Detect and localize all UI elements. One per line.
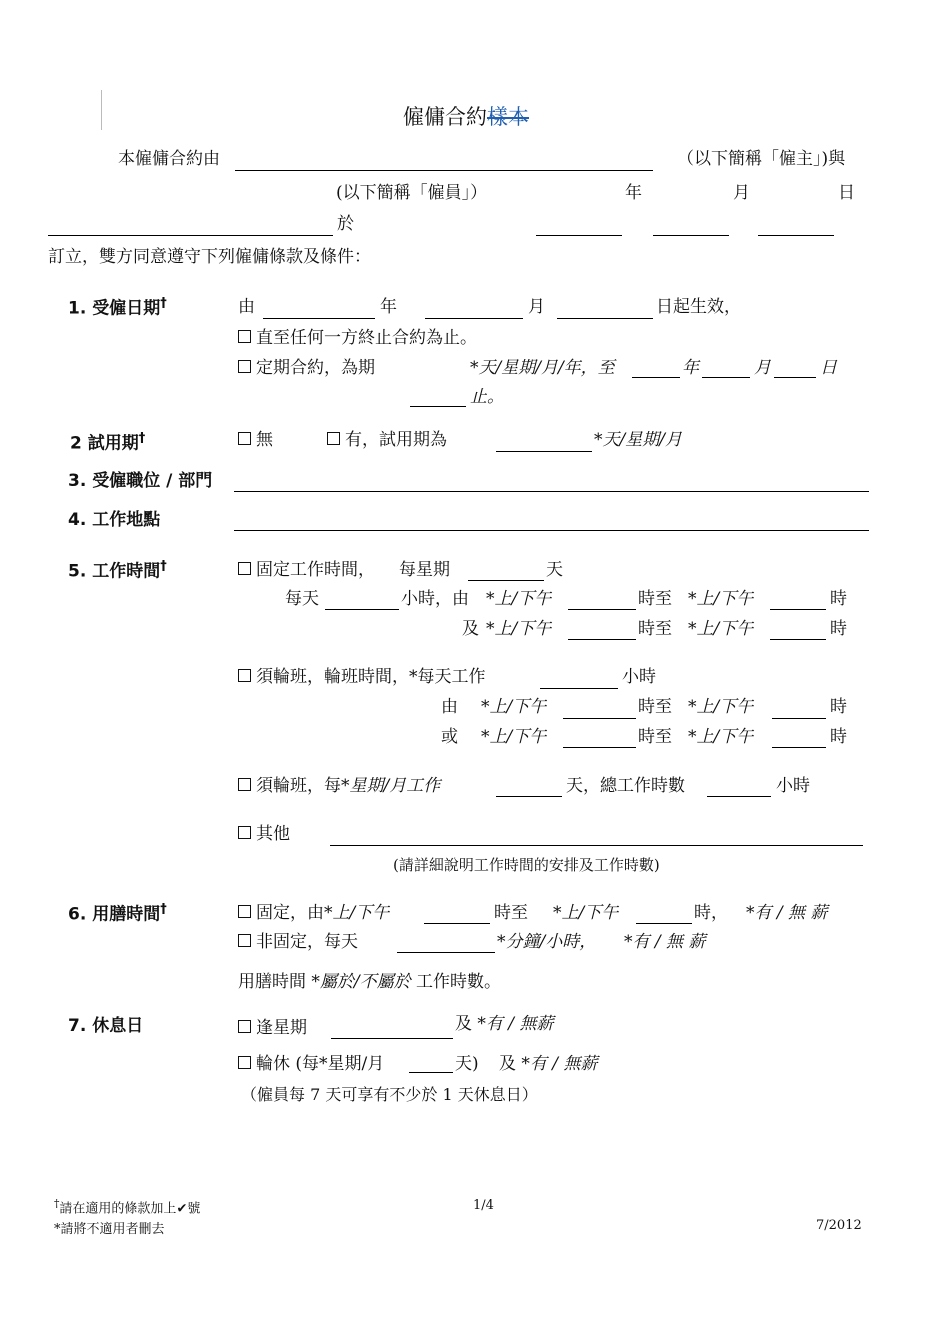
s5-ampm: *上/下午 <box>486 619 552 639</box>
position-field[interactable] <box>234 491 869 492</box>
s7-option-weekly[interactable]: 逢星期 <box>238 1020 307 1037</box>
s7-paid-1: 及 *有 / 無薪 <box>455 1014 554 1034</box>
s1-end-year-label: 年 <box>682 358 699 378</box>
s6-paid: *有 / 無 薪 <box>746 903 828 923</box>
intro-month-label: 月 <box>733 183 750 203</box>
s5-option-shift[interactable]: 須輪班，輪班時間，*每天工作 <box>238 669 486 686</box>
s5-end-field[interactable] <box>770 609 826 610</box>
s5-shift-from: 由 <box>441 697 458 717</box>
s5-total-hours-field[interactable] <box>707 796 771 797</box>
checkbox-icon[interactable] <box>238 669 251 682</box>
check-icon: ✔ <box>176 1201 188 1217</box>
s1-end-day-label: 日 <box>820 358 837 378</box>
s6-shi: 時， <box>694 903 728 923</box>
intro-agree: 訂立，雙方同意遵守下列僱傭條款及條件： <box>48 247 371 267</box>
s1-period-field[interactable] <box>410 406 466 407</box>
s6-paid2: *有 / 無 薪 <box>624 932 706 952</box>
s1-day-field[interactable] <box>557 318 653 319</box>
s2-option-no[interactable]: 無 <box>238 432 273 449</box>
s5-start2-field[interactable] <box>568 639 636 640</box>
s1-end-day-field[interactable] <box>774 377 816 378</box>
s6-start-field[interactable] <box>424 923 490 924</box>
s1-year-field[interactable] <box>263 318 375 319</box>
intro-year-field[interactable] <box>536 235 622 236</box>
workplace-field[interactable] <box>234 530 869 531</box>
s5-start-field[interactable] <box>568 609 636 610</box>
s5-shi: 時 <box>830 619 847 639</box>
checkbox-icon[interactable] <box>327 432 340 445</box>
s1-end-label: 止。 <box>470 387 504 407</box>
s5-shift-end2-field[interactable] <box>772 747 826 748</box>
section-6-label: 6. 用膳時間† <box>68 902 167 925</box>
checkbox-icon[interactable] <box>238 1020 251 1033</box>
checkbox-icon[interactable] <box>238 934 251 947</box>
s7-weekday-field[interactable] <box>331 1038 453 1039</box>
s6-option-fixed[interactable]: 固定，由*上/下午 <box>238 905 389 922</box>
s5-note: (請詳細說明工作時間的安排及工作時數) <box>393 856 660 874</box>
checkbox-icon[interactable] <box>238 360 251 373</box>
s5-ampm: *上/下午 <box>486 589 552 609</box>
s5-ampm: *上/下午 <box>688 619 754 639</box>
s5-shi: 時 <box>830 727 847 747</box>
s5-hours-label: 小時 <box>776 776 810 796</box>
checkbox-icon[interactable] <box>238 905 251 918</box>
s1-end-year-field[interactable] <box>632 377 680 378</box>
s5-end2-field[interactable] <box>770 639 826 640</box>
s1-month-label: 月 <box>528 297 545 317</box>
s5-ampm: *上/下午 <box>481 697 547 717</box>
s5-to: 時至 <box>638 619 672 639</box>
s1-from: 由 <box>238 297 255 317</box>
s5-option-fixed[interactable]: 固定工作時間， <box>238 562 375 579</box>
s7-note: （僱員每 7 天可享有不少於 1 天休息日） <box>241 1085 538 1104</box>
s6-duration-field[interactable] <box>397 952 495 953</box>
s5-shift2-days-field[interactable] <box>496 796 562 797</box>
section-7-label: 7. 休息日 <box>68 1016 144 1036</box>
s5-perday: 每天 <box>285 589 319 609</box>
section-2-label: 2 試用期† <box>70 431 146 454</box>
s5-to: 時至 <box>638 589 672 609</box>
s5-ampm: *上/下午 <box>481 727 547 747</box>
intro-day-label: 日 <box>838 183 855 203</box>
footer-delete-note: *請將不適用者刪去 <box>54 1222 165 1237</box>
title-mark: 樣本 <box>487 105 529 129</box>
s7-rotate-end: 天) <box>455 1054 479 1074</box>
checkbox-icon[interactable] <box>238 562 251 575</box>
intro-text: 本僱傭合約由 <box>118 149 220 169</box>
employee-name-field[interactable] <box>48 235 333 236</box>
s5-hours-field[interactable] <box>325 609 399 610</box>
s6-end-field[interactable] <box>636 923 692 924</box>
s5-to: 時至 <box>638 727 672 747</box>
s6-to: 時至 <box>494 903 528 923</box>
s1-month-field[interactable] <box>425 318 523 319</box>
intro-month-field[interactable] <box>653 235 729 236</box>
s5-hours-label: 小時 <box>622 667 656 687</box>
s1-option-1[interactable]: 直至任何一方終止合約為止。 <box>238 330 477 347</box>
s5-days-field[interactable] <box>468 580 544 581</box>
section-4-label: 4. 工作地點 <box>68 510 161 530</box>
s5-total-hours-label: 天，總工作時數 <box>566 776 685 796</box>
s5-other-field[interactable] <box>330 845 863 846</box>
intro-employee-note: (以下簡稱「僱員」） <box>336 183 488 203</box>
s1-option-2[interactable]: 定期合約，為期 <box>238 360 375 377</box>
s5-shift-hours-field[interactable] <box>540 688 618 689</box>
s5-shift-start2-field[interactable] <box>563 747 636 748</box>
checkbox-icon[interactable] <box>238 1056 251 1069</box>
s5-days-label: 天 <box>546 560 563 580</box>
s1-period-units: *天/星期/月/年，至 <box>470 358 615 378</box>
s5-ampm: *上/下午 <box>688 727 754 747</box>
checkbox-icon[interactable] <box>238 826 251 839</box>
s5-shift-end-field[interactable] <box>772 718 826 719</box>
s5-or: 或 <box>441 727 458 747</box>
section-1-label: 1. 受僱日期† <box>68 296 167 319</box>
s6-unit: *分鐘/小時， <box>497 932 597 952</box>
s5-perweek: 每星期 <box>399 560 450 580</box>
footer-date: 7/2012 <box>816 1218 862 1233</box>
intro-employer-note: （以下簡稱「僱主」)與 <box>677 149 846 169</box>
s5-option-other[interactable]: 其他 <box>238 826 290 843</box>
s5-ampm: *上/下午 <box>688 589 754 609</box>
footer-tick-note: †請在適用的條款加上✔號 <box>54 1197 201 1217</box>
s5-option-shift2[interactable]: 須輪班，每*星期/月工作 <box>238 778 440 795</box>
s6-included: 用膳時間 *屬於/不屬於 工作時數。 <box>238 972 502 992</box>
checkbox-icon[interactable] <box>238 778 251 791</box>
page-number: 1/4 <box>473 1198 494 1213</box>
intro-at-label: 於 <box>337 214 354 234</box>
checkbox-icon[interactable] <box>238 330 251 343</box>
s1-end-month-label: 月 <box>754 358 771 378</box>
s5-to: 時至 <box>638 697 672 717</box>
s1-effective: 日起生效， <box>656 297 741 317</box>
intro-day-field[interactable] <box>758 235 834 236</box>
s1-year-label: 年 <box>380 297 397 317</box>
s6-ampm: *上/下午 <box>553 903 619 923</box>
s1-end-month-field[interactable] <box>702 377 750 378</box>
s2-unit: *天/星期/月 <box>594 430 682 450</box>
s5-shi: 時 <box>830 697 847 717</box>
s5-and: 及 <box>462 619 479 639</box>
s7-rotate-days-field[interactable] <box>409 1072 453 1073</box>
margin-mark <box>101 90 102 130</box>
s2-period-field[interactable] <box>496 451 592 452</box>
intro-year-label: 年 <box>625 183 642 203</box>
section-5-label: 5. 工作時間† <box>68 559 167 582</box>
s5-hours-from: 小時，由 <box>401 589 469 609</box>
page-title: 僱傭合約樣本 <box>403 105 529 129</box>
section-3-label: 3. 受僱職位 / 部門 <box>68 471 213 491</box>
employer-name-field[interactable] <box>235 170 653 171</box>
checkbox-icon[interactable] <box>238 432 251 445</box>
s5-ampm: *上/下午 <box>688 697 754 717</box>
s7-paid-2: 及 *有 / 無薪 <box>499 1054 598 1074</box>
s6-option-nonfixed[interactable]: 非固定，每天 <box>238 934 358 951</box>
s5-shift-start-field[interactable] <box>563 718 636 719</box>
s7-option-rotate[interactable]: 輪休 (每*星期/月 <box>238 1056 384 1073</box>
s5-shi: 時 <box>830 589 847 609</box>
s2-option-yes[interactable]: 有，試用期為 <box>327 432 447 449</box>
